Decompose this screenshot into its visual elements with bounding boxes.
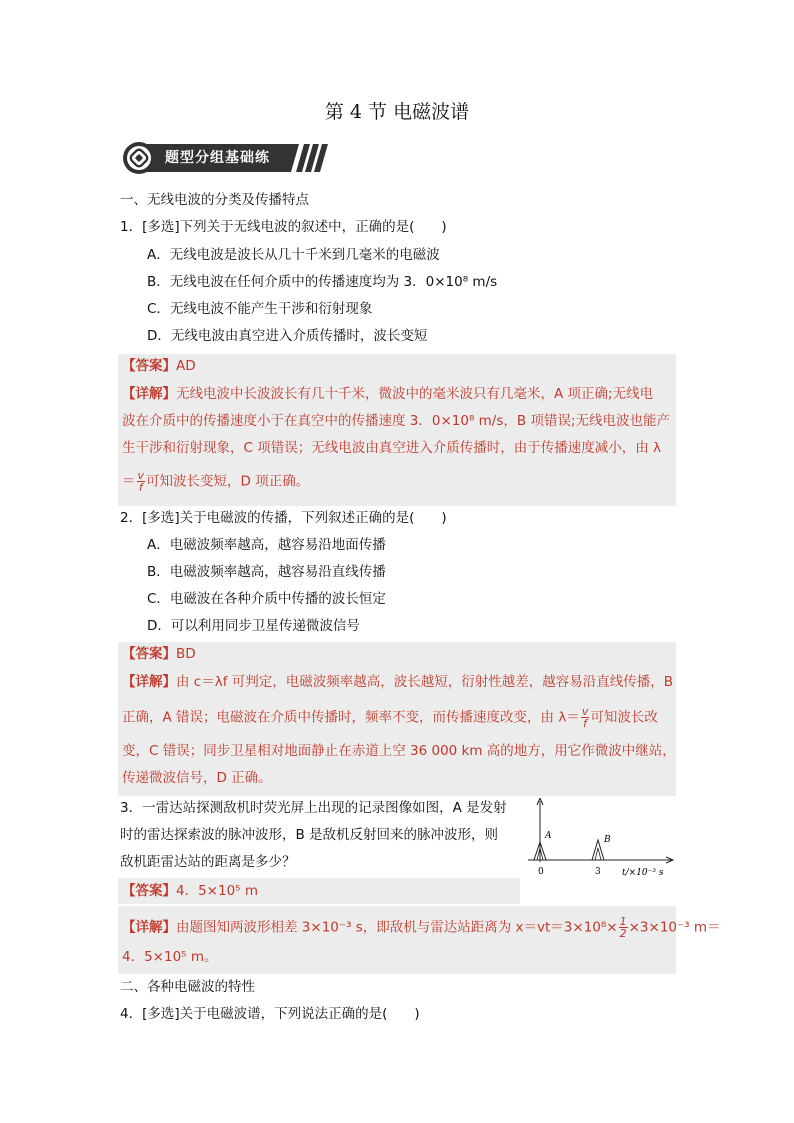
question-2-option-c: C．电磁波在各种介质中传播的波长恒定 bbox=[147, 591, 386, 607]
answer-3: 【答案】4．5×10⁵ m bbox=[122, 883, 259, 899]
detail-1-line-1: 【详解】无线电波中长波波长有几十千米，微波中的毫米波只有几毫米，A 项正确;无线电 bbox=[122, 386, 654, 402]
fraction-v-over-f: $\frac{v}{f}$ bbox=[137, 469, 145, 494]
question-3-stem-line-3: 敌机距雷达站的距离是多少？ bbox=[120, 854, 296, 870]
question-2-option-d: D．可以利用同步卫星传递微波信号 bbox=[147, 618, 360, 634]
answer-2: 【答案】BD bbox=[122, 646, 196, 662]
fraction-v-over-f: $\frac{v}{f}$ bbox=[581, 705, 589, 730]
question-2-stem: 2．[多选]关于电磁波的传播，下列叙述正确的是( ) bbox=[120, 510, 447, 526]
question-4-stem: 4．[多选]关于电磁波谱，下列说法正确的是( ) bbox=[120, 1006, 420, 1022]
detail-2-line-4: 传递微波信号，D 正确。 bbox=[122, 770, 272, 786]
detail-2-line-2: 正确，A 错误；电磁波在介质中传播时，频率不变，而传播速度改变，由 λ＝ $\frac{v}{f}$ 可知波长改 bbox=[122, 705, 658, 730]
question-1-option-a: A．无线电波是波长从几十千米到几毫米的电磁波 bbox=[147, 247, 440, 263]
detail-2-line-3: 变，C 错误；同步卫星相对地面静止在赤道上空 36 000 km 高的地方，用它作微波中继站， bbox=[122, 743, 676, 759]
tick-0: 0 bbox=[538, 867, 544, 877]
tick-3: 3 bbox=[595, 867, 601, 877]
question-1-stem: 1．[多选]下列关于无线电波的叙述中，正确的是( ) bbox=[120, 219, 447, 235]
detail-3-line-2: 4．5×10⁵ m。 bbox=[122, 949, 218, 965]
pulse-b bbox=[592, 840, 604, 860]
label-b: B bbox=[604, 835, 611, 845]
section-heading-2: 二、各种电磁波的特性 bbox=[120, 979, 255, 995]
detail-1-line-2: 波在介质中的传播速度小于在真空中的传播速度 3．0×10⁸ m/s，B 项错误;无线电波也能产 bbox=[122, 413, 670, 429]
question-1-option-b: B．无线电波在任何介质中的传播速度均为 3．0×10⁸ m/s bbox=[147, 274, 498, 290]
detail-2-line-1: 【详解】由 c＝λf 可判定，电磁波频率越高，波长越短，衍射性越差，越容易沿直线传播，B bbox=[122, 674, 674, 690]
question-3-stem-line-2: 时的雷达探索波的脉冲波形，B 是敌机反射回来的脉冲波形，则 bbox=[120, 827, 499, 843]
banner-label: 题型分组基础练 bbox=[165, 150, 270, 166]
question-2-option-a: A．电磁波频率越高，越容易沿地面传播 bbox=[147, 537, 386, 553]
radar-pulse-figure bbox=[526, 798, 676, 880]
question-3-stem-line-1: 3．一雷达站探测敌机时荧光屏上出现的记录图像如图，A 是发射 bbox=[120, 800, 507, 816]
detail-1-line-3: 生干涉和衍射现象，C 项错误；无线电波由真空进入介质传播时，由于传播速度减小，由 λ bbox=[122, 440, 661, 456]
detail-1-line-4: ＝ $\frac{v}{f}$ 可知波长变短，D 项正确。 bbox=[122, 469, 310, 494]
question-1-option-d: D．无线电波由真空进入介质传播时，波长变短 bbox=[147, 328, 428, 344]
detail-3-line-1: 【详解】由题图知两波形相差 3×10⁻³ s，即敌机与雷达站距离为 x＝vt＝3×10⁸× $\frac{1}{2}$ ×3×10⁻³ m＝ bbox=[122, 915, 721, 940]
page-title: 第 4 节 电磁波谱 bbox=[324, 101, 470, 123]
question-2-option-b: B．电磁波频率越高，越容易沿直线传播 bbox=[147, 564, 386, 580]
answer-value: AD bbox=[176, 358, 196, 374]
detail-label: 【详解】 bbox=[122, 386, 176, 402]
fraction-one-half: $\frac{1}{2}$ bbox=[619, 915, 627, 940]
label-a: A bbox=[545, 831, 552, 841]
answer-label: 【答案】 bbox=[122, 358, 176, 374]
answer-1 bbox=[122, 356, 196, 376]
question-1-option-c: C．无线电波不能产生干涉和衍射现象 bbox=[147, 301, 373, 317]
section-heading-1: 一、无线电波的分类及传播特点 bbox=[120, 192, 309, 208]
section-banner bbox=[121, 141, 337, 175]
axis-label-t: t/×10⁻³ s bbox=[622, 868, 664, 878]
